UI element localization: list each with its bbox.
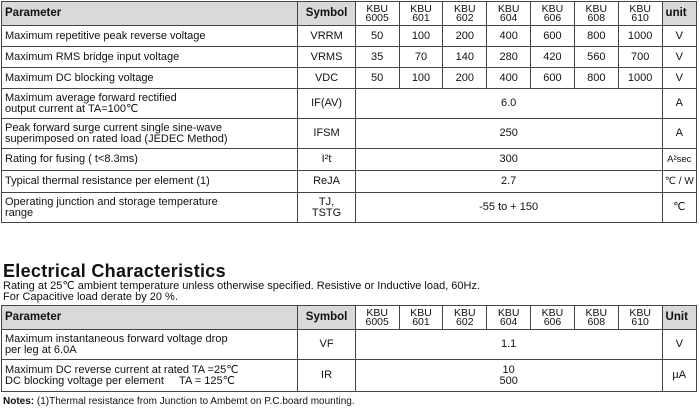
notes bbox=[3, 396, 355, 407]
table-row bbox=[2, 119, 697, 149]
value-cell: -55 to + 150 bbox=[355, 193, 662, 223]
model-header-kbu6005: KBU 6005 bbox=[355, 306, 399, 330]
unit-i2t: A²sec bbox=[662, 149, 696, 171]
unit-if-av: A bbox=[662, 89, 696, 119]
value-cell: 1000 bbox=[618, 26, 662, 47]
param-ifsm: Peak forward surge current single sine-wave superimposed on rated load (JEDEC Method) bbox=[2, 119, 298, 149]
value-cell: 70 bbox=[399, 47, 443, 68]
value-cell: 50 bbox=[355, 68, 399, 89]
value-cell: 140 bbox=[443, 47, 487, 68]
table-row bbox=[2, 171, 697, 193]
value-cell: 560 bbox=[574, 47, 618, 68]
model-header-kbu601: KBU 601 bbox=[399, 306, 443, 330]
parameter-header: Parameter bbox=[2, 306, 298, 330]
value-cell: 250 bbox=[355, 119, 662, 149]
table-row bbox=[2, 89, 697, 119]
unit-ifsm: A bbox=[662, 119, 696, 149]
value-cell: 35 bbox=[355, 47, 399, 68]
model-header-kbu606: KBU 606 bbox=[531, 306, 575, 330]
param-vf: Maximum instantaneous forward voltage drop per leg at 6.0A bbox=[2, 330, 298, 360]
symbol-header: Symbol bbox=[298, 2, 355, 26]
symbol-if-av: IF(AV) bbox=[298, 89, 355, 119]
symbol-reja: ReJA bbox=[298, 171, 355, 193]
table-row bbox=[2, 330, 697, 360]
value-cell: 280 bbox=[487, 47, 531, 68]
table-row bbox=[2, 360, 697, 392]
value-cell: 600 bbox=[531, 26, 575, 47]
unit-vrms: V bbox=[662, 47, 696, 68]
model-header-kbu604: KBU 604 bbox=[487, 2, 531, 26]
symbol-vdc: VDC bbox=[298, 68, 355, 89]
symbol-tj-tstg: TJ, TSTG bbox=[298, 193, 355, 223]
electrical-table bbox=[1, 305, 697, 392]
symbol-ifsm: IFSM bbox=[298, 119, 355, 149]
symbol-vf: VF bbox=[298, 330, 355, 360]
model-header-kbu602: KBU 602 bbox=[443, 2, 487, 26]
model-header-kbu608: KBU 608 bbox=[574, 306, 618, 330]
model-header-kbu601: KBU 601 bbox=[399, 2, 443, 26]
param-temperature-range: Operating junction and storage temperature range bbox=[2, 193, 298, 223]
unit-vrrm: V bbox=[662, 26, 696, 47]
value-cell: 200 bbox=[443, 26, 487, 47]
symbol-vrrm: VRRM bbox=[298, 26, 355, 47]
table-row bbox=[2, 193, 697, 223]
value-cell: 1.1 bbox=[355, 330, 662, 360]
model-header-kbu610: KBU 610 bbox=[618, 306, 662, 330]
notes-label: Notes: bbox=[3, 396, 35, 407]
unit-vf: V bbox=[662, 330, 696, 360]
value-cell: 400 bbox=[487, 68, 531, 89]
value-cell: 700 bbox=[618, 47, 662, 68]
symbol-header: Symbol bbox=[298, 306, 355, 330]
condition-line-1: Rating at 25℃ ambient temperature unless otherwise specified. Resistive or Inductive load, 60Hz. bbox=[3, 280, 481, 292]
table-row bbox=[2, 26, 697, 47]
unit-temperature: ℃ bbox=[662, 193, 696, 223]
value-cell: 50 bbox=[355, 26, 399, 47]
value-cell: 400 bbox=[487, 26, 531, 47]
value-cell: 1000 bbox=[618, 68, 662, 89]
model-header-kbu602: KBU 602 bbox=[443, 306, 487, 330]
symbol-ir: IR bbox=[298, 360, 355, 392]
value-cell: 100 bbox=[399, 26, 443, 47]
symbol-vrms: VRMS bbox=[298, 47, 355, 68]
value-cell: 100 bbox=[399, 68, 443, 89]
param-vdc: Maximum DC blocking voltage bbox=[2, 68, 298, 89]
value-cell: 600 bbox=[531, 68, 575, 89]
value-cell: 6.0 bbox=[355, 89, 662, 119]
header-row bbox=[2, 306, 697, 330]
value-cell: 2.7 bbox=[355, 171, 662, 193]
model-header-kbu608: KBU 608 bbox=[574, 2, 618, 26]
parameter-header: Parameter bbox=[2, 2, 298, 26]
header-row bbox=[2, 2, 697, 26]
param-if-av: Maximum average forward rectified output current at TA=100℃ bbox=[2, 89, 298, 119]
model-header-kbu606: KBU 606 bbox=[531, 2, 575, 26]
param-vrrm: Maximum repetitive peak reverse voltage bbox=[2, 26, 298, 47]
section-title: Electrical Characteristics bbox=[3, 261, 226, 281]
unit-header: unit bbox=[662, 2, 696, 26]
condition-line-2: For Capacitive load derate by 20 %. bbox=[3, 291, 178, 303]
model-header-kbu604: KBU 604 bbox=[487, 306, 531, 330]
notes-text: (1)Thermal resistance from Junction to Ambemt on P.C.board mounting. bbox=[34, 396, 355, 407]
value-cell: 10 500 bbox=[355, 360, 662, 392]
unit-vdc: V bbox=[662, 68, 696, 89]
value-cell: 800 bbox=[574, 68, 618, 89]
unit-header: Unit bbox=[662, 306, 696, 330]
param-ir: Maximum DC reverse current at rated TA =25℃ DC blocking voltage per element TA = 125℃ bbox=[2, 360, 298, 392]
max-ratings-table bbox=[1, 1, 697, 223]
table-row bbox=[2, 149, 697, 171]
value-cell: 420 bbox=[531, 47, 575, 68]
table-row bbox=[2, 68, 697, 89]
unit-thermal-resistance: ℃ / W bbox=[662, 171, 696, 193]
model-header-kbu6005: KBU 6005 bbox=[355, 2, 399, 26]
param-i2t: Rating for fusing ( t<8.3ms) bbox=[2, 149, 298, 171]
value-cell: 800 bbox=[574, 26, 618, 47]
param-vrms: Maximum RMS bridge input voltage bbox=[2, 47, 298, 68]
symbol-i2t: I²t bbox=[298, 149, 355, 171]
param-thermal-resistance: Typical thermal resistance per element (1) bbox=[2, 171, 298, 193]
model-header-kbu610: KBU 610 bbox=[618, 2, 662, 26]
table-row bbox=[2, 47, 697, 68]
value-cell: 200 bbox=[443, 68, 487, 89]
unit-ir: µA bbox=[662, 360, 696, 392]
value-cell: 300 bbox=[355, 149, 662, 171]
